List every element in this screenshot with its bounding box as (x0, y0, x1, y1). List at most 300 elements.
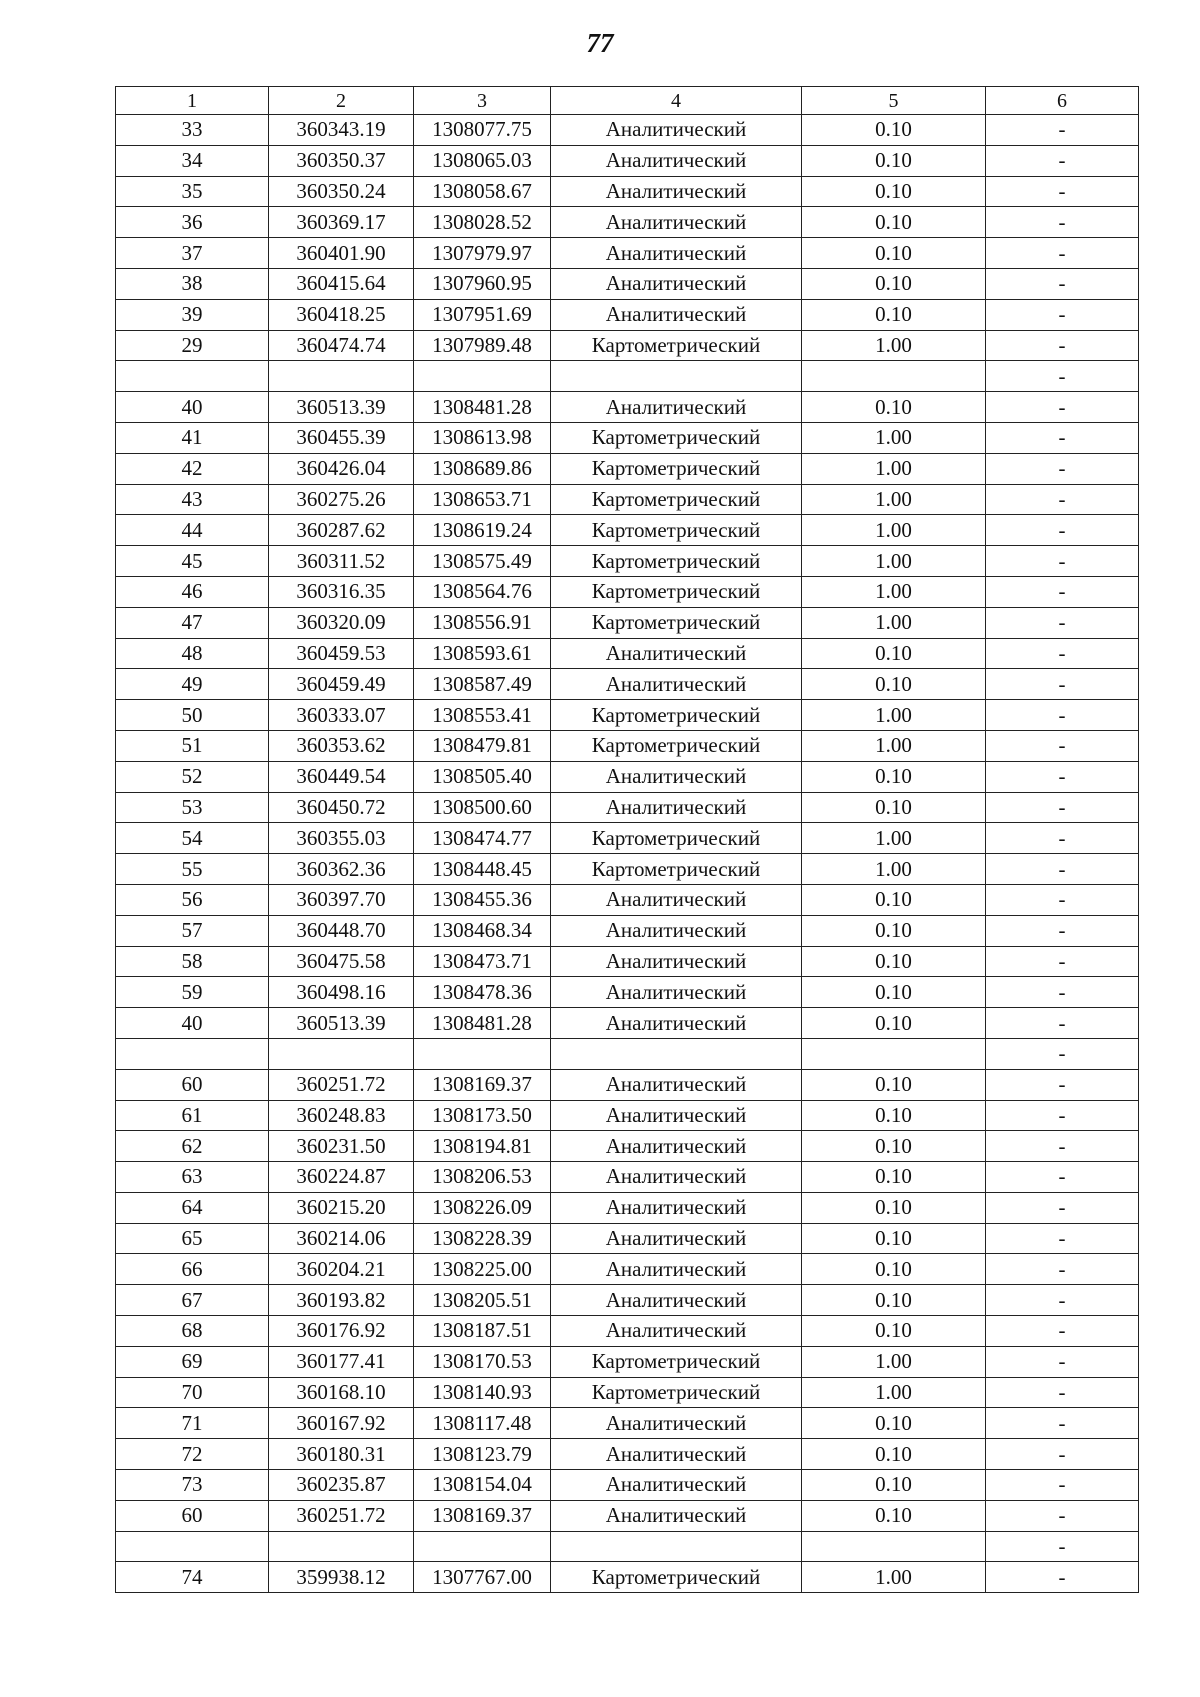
table-row (116, 1100, 1139, 1131)
table-row (116, 792, 1139, 823)
x-coordinate-cell: 360248.83 (269, 1100, 414, 1131)
method-cell: Аналитический (551, 176, 802, 207)
method-cell: Аналитический (551, 1439, 802, 1470)
accuracy-cell: 0.10 (802, 145, 986, 176)
column-header: 2 (269, 87, 414, 115)
y-coordinate-cell: 1308170.53 (414, 1346, 551, 1377)
column-header: 3 (414, 87, 551, 115)
accuracy-cell: 0.10 (802, 792, 986, 823)
note-cell: - (986, 1069, 1139, 1100)
table-row (116, 1038, 1139, 1069)
accuracy-cell: 1.00 (802, 1377, 986, 1408)
method-cell: Картометрический (551, 546, 802, 577)
accuracy-cell: 0.10 (802, 1223, 986, 1254)
method-cell: Аналитический (551, 268, 802, 299)
note-cell: - (986, 361, 1139, 392)
accuracy-cell: 1.00 (802, 330, 986, 361)
point-number-cell: 70 (116, 1377, 269, 1408)
x-coordinate-cell: 360498.16 (269, 977, 414, 1008)
point-number-cell: 39 (116, 299, 269, 330)
method-cell: Аналитический (551, 299, 802, 330)
table-row (116, 392, 1139, 423)
accuracy-cell: 0.10 (802, 299, 986, 330)
y-coordinate-cell: 1308448.45 (414, 854, 551, 885)
accuracy-cell: 1.00 (802, 576, 986, 607)
method-cell: Аналитический (551, 669, 802, 700)
accuracy-cell: 0.10 (802, 669, 986, 700)
x-coordinate-cell: 360343.19 (269, 115, 414, 146)
method-cell (551, 1038, 802, 1069)
y-coordinate-cell: 1308205.51 (414, 1285, 551, 1316)
table-row (116, 238, 1139, 269)
y-coordinate-cell: 1308556.91 (414, 607, 551, 638)
y-coordinate-cell: 1308481.28 (414, 392, 551, 423)
note-cell: - (986, 1377, 1139, 1408)
y-coordinate-cell: 1308154.04 (414, 1470, 551, 1501)
table-row (116, 1346, 1139, 1377)
x-coordinate-cell: 360214.06 (269, 1223, 414, 1254)
table-row (116, 1377, 1139, 1408)
table-row (116, 1008, 1139, 1039)
note-cell: - (986, 299, 1139, 330)
table-row (116, 1254, 1139, 1285)
method-cell: Аналитический (551, 115, 802, 146)
method-cell: Картометрический (551, 700, 802, 731)
x-coordinate-cell: 360397.70 (269, 884, 414, 915)
point-number-cell: 74 (116, 1562, 269, 1593)
table-row (116, 1470, 1139, 1501)
method-cell: Картометрический (551, 854, 802, 885)
table-row (116, 1131, 1139, 1162)
method-cell (551, 1531, 802, 1562)
accuracy-cell: 0.10 (802, 977, 986, 1008)
method-cell: Аналитический (551, 238, 802, 269)
table-row (116, 515, 1139, 546)
table-row (116, 854, 1139, 885)
y-coordinate-cell (414, 361, 551, 392)
accuracy-cell: 1.00 (802, 422, 986, 453)
coordinates-table (115, 86, 1139, 1593)
point-number-cell: 52 (116, 761, 269, 792)
table-row (116, 700, 1139, 731)
x-coordinate-cell: 360176.92 (269, 1316, 414, 1347)
note-cell: - (986, 1470, 1139, 1501)
accuracy-cell: 1.00 (802, 484, 986, 515)
table-row (116, 823, 1139, 854)
note-cell: - (986, 977, 1139, 1008)
note-cell: - (986, 915, 1139, 946)
y-coordinate-cell (414, 1038, 551, 1069)
accuracy-cell: 1.00 (802, 453, 986, 484)
point-number-cell: 71 (116, 1408, 269, 1439)
y-coordinate-cell: 1308226.09 (414, 1192, 551, 1223)
table-row (116, 1162, 1139, 1193)
note-cell: - (986, 638, 1139, 669)
point-number-cell: 69 (116, 1346, 269, 1377)
y-coordinate-cell: 1308065.03 (414, 145, 551, 176)
x-coordinate-cell: 360455.39 (269, 422, 414, 453)
x-coordinate-cell: 360355.03 (269, 823, 414, 854)
accuracy-cell: 1.00 (802, 823, 986, 854)
table-row (116, 915, 1139, 946)
accuracy-cell: 0.10 (802, 1316, 986, 1347)
point-number-cell: 49 (116, 669, 269, 700)
y-coordinate-cell: 1308613.98 (414, 422, 551, 453)
y-coordinate-cell: 1308619.24 (414, 515, 551, 546)
method-cell: Аналитический (551, 1100, 802, 1131)
y-coordinate-cell: 1308468.34 (414, 915, 551, 946)
y-coordinate-cell: 1308500.60 (414, 792, 551, 823)
note-cell: - (986, 238, 1139, 269)
table-row (116, 1562, 1139, 1593)
accuracy-cell: 0.10 (802, 1008, 986, 1039)
note-cell: - (986, 730, 1139, 761)
note-cell: - (986, 330, 1139, 361)
y-coordinate-cell: 1308587.49 (414, 669, 551, 700)
accuracy-cell: 0.10 (802, 1192, 986, 1223)
note-cell: - (986, 1285, 1139, 1316)
method-cell: Аналитический (551, 638, 802, 669)
method-cell: Аналитический (551, 1223, 802, 1254)
x-coordinate-cell: 360350.24 (269, 176, 414, 207)
method-cell: Аналитический (551, 792, 802, 823)
y-coordinate-cell: 1308169.37 (414, 1500, 551, 1531)
y-coordinate-cell: 1308473.71 (414, 946, 551, 977)
method-cell: Аналитический (551, 392, 802, 423)
point-number-cell: 61 (116, 1100, 269, 1131)
x-coordinate-cell: 360231.50 (269, 1131, 414, 1162)
method-cell: Аналитический (551, 977, 802, 1008)
note-cell: - (986, 115, 1139, 146)
note-cell: - (986, 1254, 1139, 1285)
point-number-cell (116, 361, 269, 392)
method-cell: Аналитический (551, 1008, 802, 1039)
point-number-cell: 43 (116, 484, 269, 515)
point-number-cell: 72 (116, 1439, 269, 1470)
method-cell: Картометрический (551, 330, 802, 361)
point-number-cell: 60 (116, 1500, 269, 1531)
table-header-row (116, 87, 1139, 115)
y-coordinate-cell: 1308478.36 (414, 977, 551, 1008)
x-coordinate-cell: 360513.39 (269, 392, 414, 423)
method-cell: Аналитический (551, 1285, 802, 1316)
table-row (116, 669, 1139, 700)
note-cell: - (986, 515, 1139, 546)
table-row (116, 268, 1139, 299)
method-cell: Картометрический (551, 823, 802, 854)
accuracy-cell: 0.10 (802, 1408, 986, 1439)
method-cell: Аналитический (551, 884, 802, 915)
note-cell: - (986, 1531, 1139, 1562)
note-cell: - (986, 484, 1139, 515)
note-cell: - (986, 1562, 1139, 1593)
table-row (116, 484, 1139, 515)
x-coordinate-cell: 360167.92 (269, 1408, 414, 1439)
point-number-cell: 66 (116, 1254, 269, 1285)
y-coordinate-cell: 1308564.76 (414, 576, 551, 607)
table-row (116, 207, 1139, 238)
note-cell: - (986, 1500, 1139, 1531)
accuracy-cell: 0.10 (802, 1254, 986, 1285)
x-coordinate-cell: 359938.12 (269, 1562, 414, 1593)
accuracy-cell: 0.10 (802, 176, 986, 207)
table-row (116, 453, 1139, 484)
accuracy-cell: 0.10 (802, 1100, 986, 1131)
note-cell: - (986, 669, 1139, 700)
x-coordinate-cell: 360177.41 (269, 1346, 414, 1377)
point-number-cell: 46 (116, 576, 269, 607)
accuracy-cell: 0.10 (802, 1500, 986, 1531)
y-coordinate-cell: 1307989.48 (414, 330, 551, 361)
point-number-cell: 45 (116, 546, 269, 577)
x-coordinate-cell: 360474.74 (269, 330, 414, 361)
note-cell: - (986, 792, 1139, 823)
y-coordinate-cell: 1308169.37 (414, 1069, 551, 1100)
x-coordinate-cell: 360450.72 (269, 792, 414, 823)
y-coordinate-cell: 1308187.51 (414, 1316, 551, 1347)
method-cell: Картометрический (551, 576, 802, 607)
note-cell: - (986, 1131, 1139, 1162)
point-number-cell: 73 (116, 1470, 269, 1501)
y-coordinate-cell: 1308593.61 (414, 638, 551, 669)
y-coordinate-cell: 1308077.75 (414, 115, 551, 146)
x-coordinate-cell: 360418.25 (269, 299, 414, 330)
method-cell: Аналитический (551, 946, 802, 977)
table-row (116, 115, 1139, 146)
accuracy-cell: 0.10 (802, 392, 986, 423)
y-coordinate-cell: 1308117.48 (414, 1408, 551, 1439)
note-cell: - (986, 1439, 1139, 1470)
note-cell: - (986, 422, 1139, 453)
note-cell: - (986, 854, 1139, 885)
x-coordinate-cell: 360287.62 (269, 515, 414, 546)
x-coordinate-cell: 360448.70 (269, 915, 414, 946)
note-cell: - (986, 176, 1139, 207)
column-header: 1 (116, 87, 269, 115)
x-coordinate-cell: 360459.53 (269, 638, 414, 669)
point-number-cell: 62 (116, 1131, 269, 1162)
point-number-cell: 33 (116, 115, 269, 146)
point-number-cell: 40 (116, 392, 269, 423)
accuracy-cell: 0.10 (802, 946, 986, 977)
note-cell: - (986, 1408, 1139, 1439)
x-coordinate-cell: 360333.07 (269, 700, 414, 731)
accuracy-cell: 0.10 (802, 884, 986, 915)
column-header: 5 (802, 87, 986, 115)
x-coordinate-cell: 360193.82 (269, 1285, 414, 1316)
y-coordinate-cell: 1308481.28 (414, 1008, 551, 1039)
table-row (116, 330, 1139, 361)
table-row (116, 1223, 1139, 1254)
x-coordinate-cell: 360353.62 (269, 730, 414, 761)
table-row (116, 1069, 1139, 1100)
x-coordinate-cell: 360311.52 (269, 546, 414, 577)
note-cell: - (986, 1223, 1139, 1254)
point-number-cell: 59 (116, 977, 269, 1008)
point-number-cell (116, 1531, 269, 1562)
table-row (116, 1316, 1139, 1347)
point-number-cell: 36 (116, 207, 269, 238)
method-cell: Аналитический (551, 761, 802, 792)
table-row (116, 977, 1139, 1008)
point-number-cell: 42 (116, 453, 269, 484)
x-coordinate-cell: 360415.64 (269, 268, 414, 299)
note-cell: - (986, 268, 1139, 299)
y-coordinate-cell: 1308575.49 (414, 546, 551, 577)
method-cell: Аналитический (551, 1500, 802, 1531)
x-coordinate-cell: 360251.72 (269, 1069, 414, 1100)
note-cell: - (986, 453, 1139, 484)
y-coordinate-cell: 1308653.71 (414, 484, 551, 515)
y-coordinate-cell: 1308553.41 (414, 700, 551, 731)
accuracy-cell: 0.10 (802, 1470, 986, 1501)
y-coordinate-cell: 1308474.77 (414, 823, 551, 854)
note-cell: - (986, 761, 1139, 792)
table-row (116, 299, 1139, 330)
table-row (116, 1192, 1139, 1223)
x-coordinate-cell: 360235.87 (269, 1470, 414, 1501)
table-row (116, 1439, 1139, 1470)
point-number-cell: 54 (116, 823, 269, 854)
point-number-cell: 67 (116, 1285, 269, 1316)
point-number-cell: 29 (116, 330, 269, 361)
method-cell: Картометрический (551, 515, 802, 546)
accuracy-cell: 1.00 (802, 607, 986, 638)
point-number-cell: 64 (116, 1192, 269, 1223)
accuracy-cell: 0.10 (802, 1162, 986, 1193)
point-number-cell: 63 (116, 1162, 269, 1193)
method-cell (551, 361, 802, 392)
note-cell: - (986, 700, 1139, 731)
x-coordinate-cell: 360224.87 (269, 1162, 414, 1193)
note-cell: - (986, 392, 1139, 423)
point-number-cell: 34 (116, 145, 269, 176)
note-cell: - (986, 1038, 1139, 1069)
table-row (116, 607, 1139, 638)
method-cell: Картометрический (551, 607, 802, 638)
note-cell: - (986, 823, 1139, 854)
note-cell: - (986, 1192, 1139, 1223)
table-row (116, 946, 1139, 977)
method-cell: Аналитический (551, 1254, 802, 1285)
column-header: 6 (986, 87, 1139, 115)
x-coordinate-cell: 360362.36 (269, 854, 414, 885)
method-cell: Аналитический (551, 207, 802, 238)
point-number-cell: 65 (116, 1223, 269, 1254)
note-cell: - (986, 607, 1139, 638)
table-row (116, 884, 1139, 915)
y-coordinate-cell: 1308225.00 (414, 1254, 551, 1285)
method-cell: Аналитический (551, 1408, 802, 1439)
y-coordinate-cell: 1307767.00 (414, 1562, 551, 1593)
accuracy-cell: 0.10 (802, 268, 986, 299)
accuracy-cell (802, 361, 986, 392)
accuracy-cell: 0.10 (802, 238, 986, 269)
method-cell: Картометрический (551, 1562, 802, 1593)
point-number-cell: 57 (116, 915, 269, 946)
table-row (116, 1408, 1139, 1439)
x-coordinate-cell: 360401.90 (269, 238, 414, 269)
point-number-cell: 55 (116, 854, 269, 885)
method-cell: Аналитический (551, 145, 802, 176)
accuracy-cell (802, 1531, 986, 1562)
table-row (116, 422, 1139, 453)
y-coordinate-cell: 1308173.50 (414, 1100, 551, 1131)
point-number-cell: 37 (116, 238, 269, 269)
accuracy-cell: 0.10 (802, 1439, 986, 1470)
table-row (116, 1285, 1139, 1316)
point-number-cell: 38 (116, 268, 269, 299)
y-coordinate-cell: 1308228.39 (414, 1223, 551, 1254)
y-coordinate-cell: 1308194.81 (414, 1131, 551, 1162)
note-cell: - (986, 207, 1139, 238)
table-row (116, 576, 1139, 607)
point-number-cell: 53 (116, 792, 269, 823)
note-cell: - (986, 946, 1139, 977)
point-number-cell: 40 (116, 1008, 269, 1039)
table-row (116, 145, 1139, 176)
method-cell: Аналитический (551, 1316, 802, 1347)
x-coordinate-cell (269, 361, 414, 392)
point-number-cell: 68 (116, 1316, 269, 1347)
x-coordinate-cell: 360369.17 (269, 207, 414, 238)
method-cell: Аналитический (551, 915, 802, 946)
note-cell: - (986, 576, 1139, 607)
accuracy-cell: 0.10 (802, 638, 986, 669)
table-row (116, 546, 1139, 577)
table-row (116, 1531, 1139, 1562)
accuracy-cell: 1.00 (802, 546, 986, 577)
y-coordinate-cell: 1308479.81 (414, 730, 551, 761)
point-number-cell: 47 (116, 607, 269, 638)
accuracy-cell (802, 1038, 986, 1069)
accuracy-cell: 0.10 (802, 915, 986, 946)
point-number-cell: 48 (116, 638, 269, 669)
y-coordinate-cell: 1307979.97 (414, 238, 551, 269)
method-cell: Аналитический (551, 1069, 802, 1100)
x-coordinate-cell: 360275.26 (269, 484, 414, 515)
accuracy-cell: 1.00 (802, 700, 986, 731)
method-cell: Аналитический (551, 1131, 802, 1162)
accuracy-cell: 1.00 (802, 515, 986, 546)
point-number-cell: 56 (116, 884, 269, 915)
x-coordinate-cell: 360513.39 (269, 1008, 414, 1039)
note-cell: - (986, 546, 1139, 577)
note-cell: - (986, 1346, 1139, 1377)
table-row (116, 761, 1139, 792)
y-coordinate-cell (414, 1531, 551, 1562)
method-cell: Картометрический (551, 730, 802, 761)
x-coordinate-cell: 360426.04 (269, 453, 414, 484)
note-cell: - (986, 1008, 1139, 1039)
x-coordinate-cell: 360475.58 (269, 946, 414, 977)
method-cell: Картометрический (551, 422, 802, 453)
x-coordinate-cell: 360180.31 (269, 1439, 414, 1470)
x-coordinate-cell: 360251.72 (269, 1500, 414, 1531)
accuracy-cell: 0.10 (802, 1131, 986, 1162)
method-cell: Картометрический (551, 1346, 802, 1377)
note-cell: - (986, 145, 1139, 176)
y-coordinate-cell: 1308455.36 (414, 884, 551, 915)
point-number-cell: 44 (116, 515, 269, 546)
y-coordinate-cell: 1308140.93 (414, 1377, 551, 1408)
accuracy-cell: 0.10 (802, 1069, 986, 1100)
note-cell: - (986, 1316, 1139, 1347)
point-number-cell: 60 (116, 1069, 269, 1100)
table-row (116, 1500, 1139, 1531)
x-coordinate-cell: 360168.10 (269, 1377, 414, 1408)
x-coordinate-cell: 360204.21 (269, 1254, 414, 1285)
